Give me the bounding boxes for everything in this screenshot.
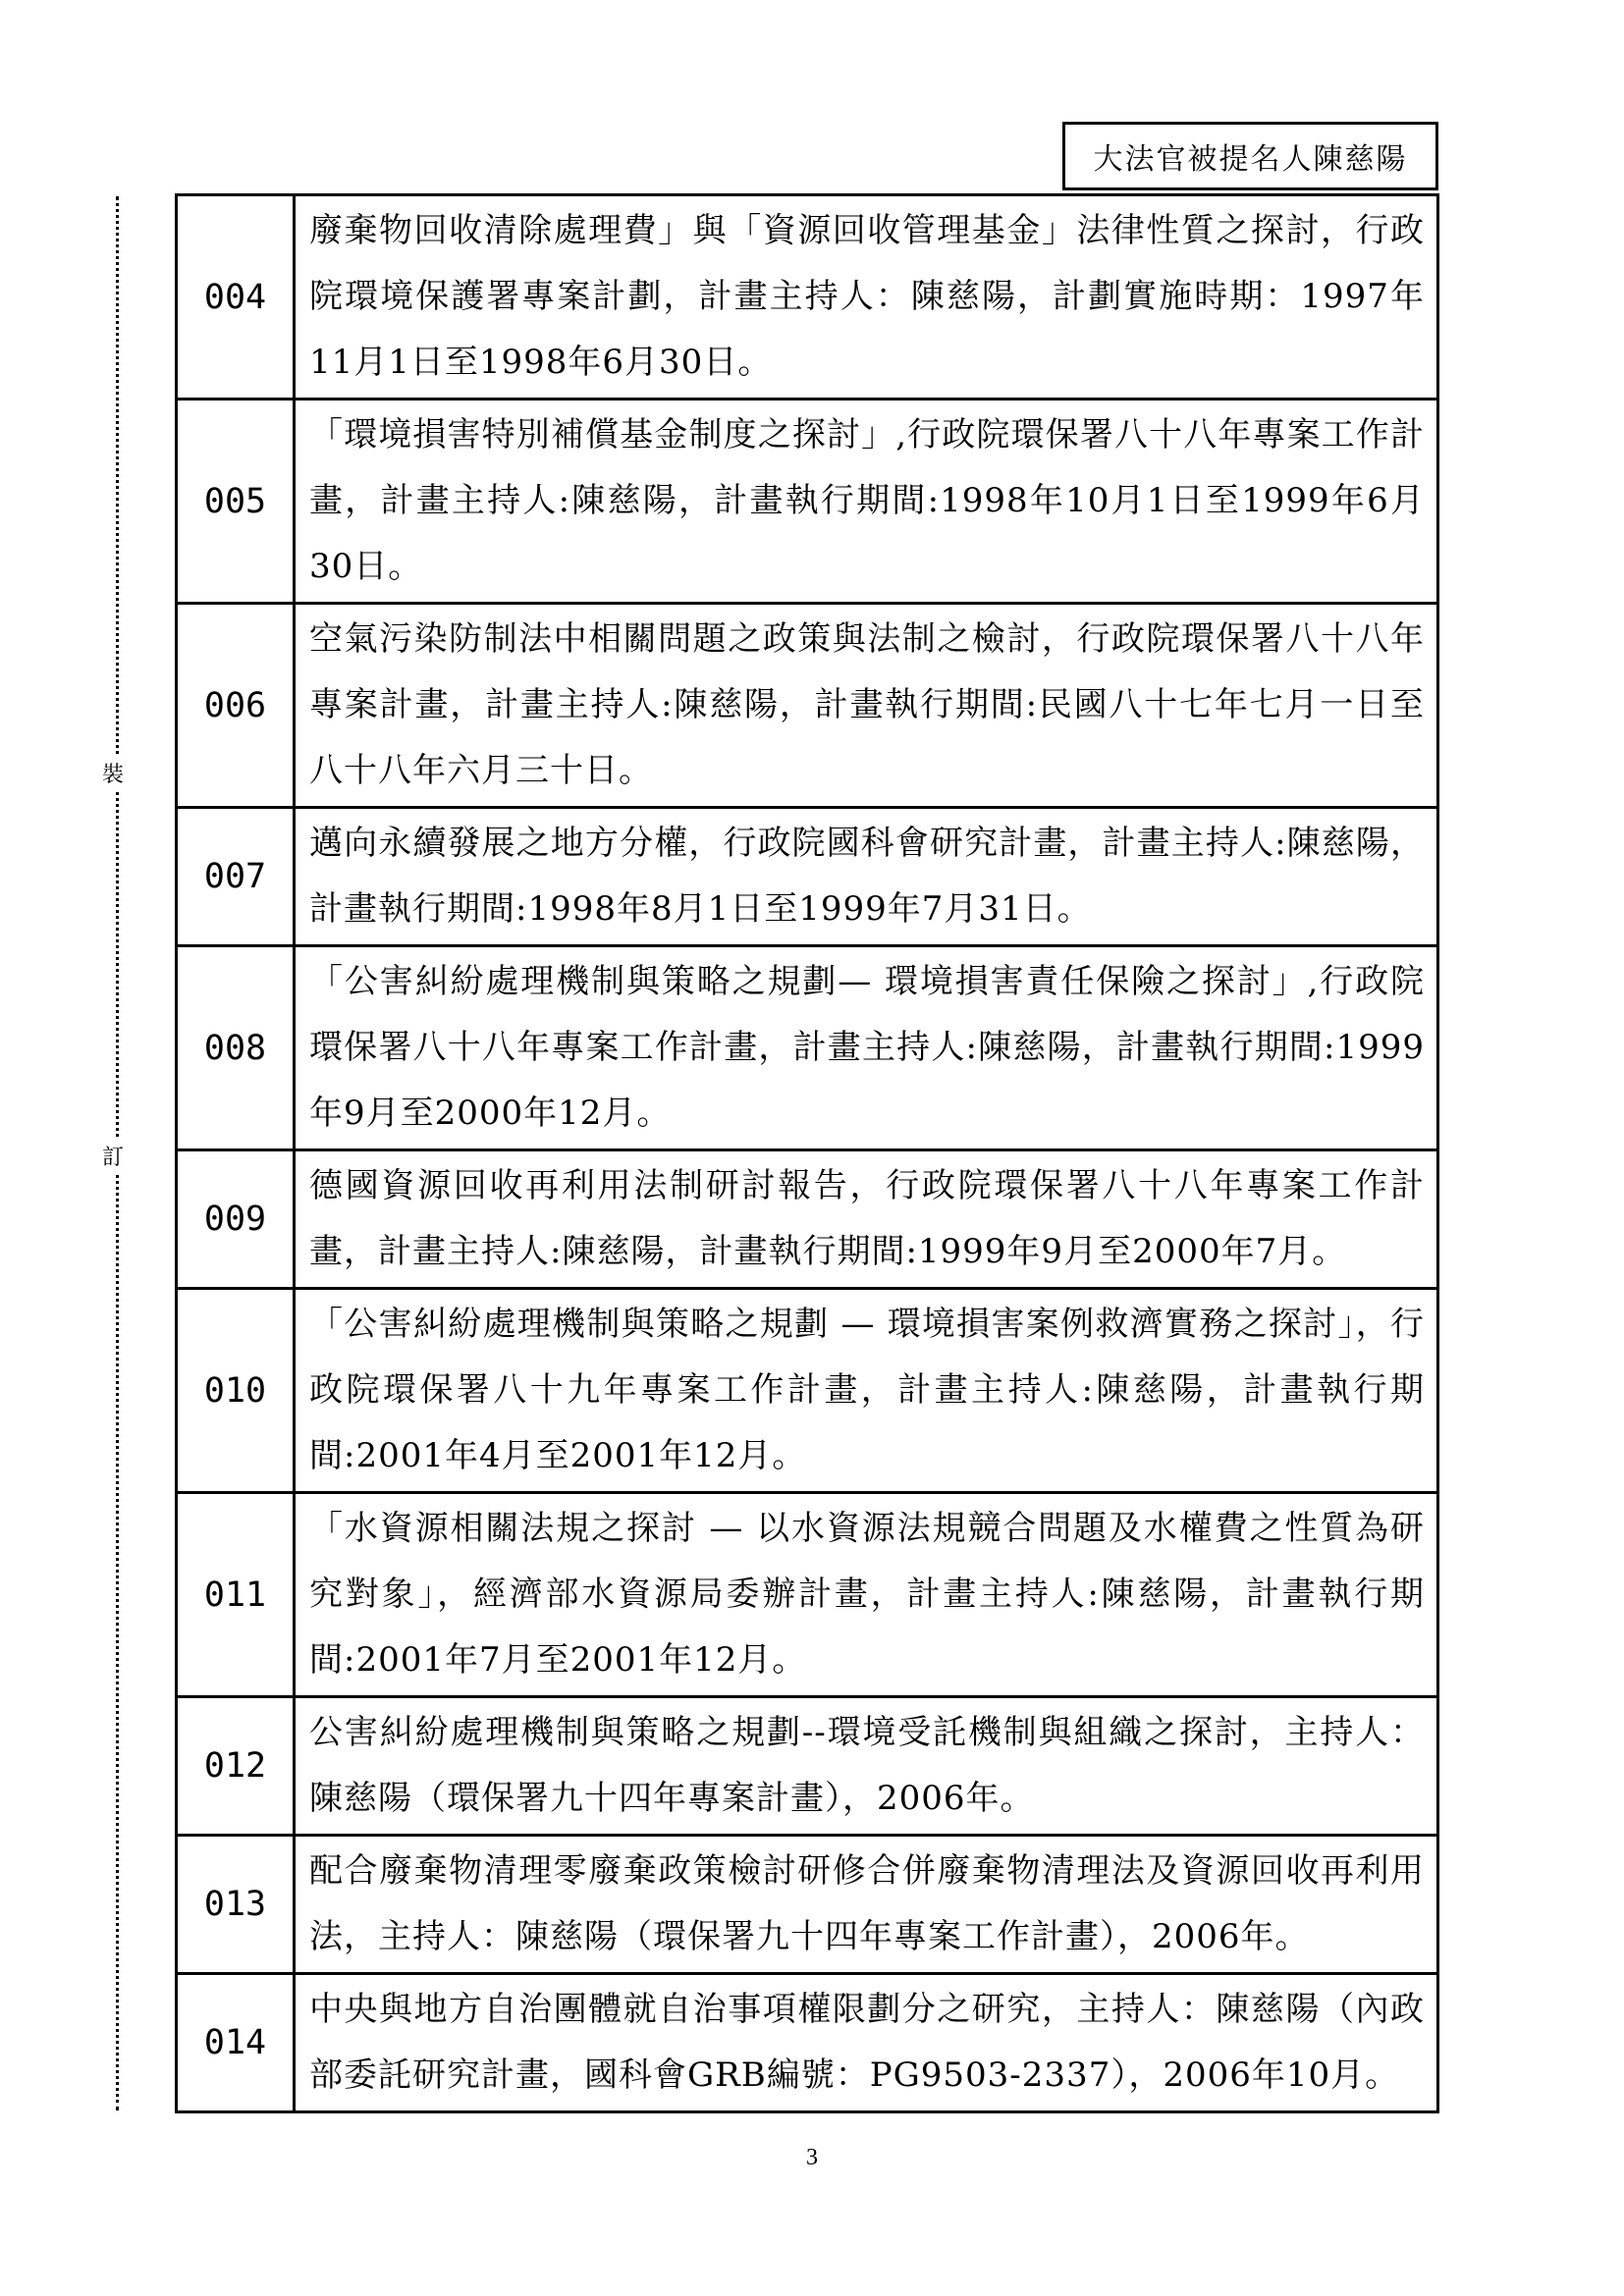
header-title-box xyxy=(1062,122,1438,190)
table-row xyxy=(177,1974,1438,2112)
record-number: 004 xyxy=(177,195,295,400)
record-description: 「公害糾紛處理機制與策略之規劃— 環境損害責任保險之探討」,行政院環保署八十八年專案工作計畫，計畫主持人:陳慈陽，計畫執行期間:1999年9月至2000年12月。 xyxy=(295,946,1438,1150)
record-number: 011 xyxy=(177,1493,295,1697)
table-row xyxy=(177,604,1438,808)
record-description: 中央與地方自治團體就自治事項權限劃分之研究，主持人：陳慈陽（內政部委託研究計畫，國科會GRB編號：PG9503-2337），2006年10月。 xyxy=(295,1974,1438,2112)
table-row xyxy=(177,808,1438,946)
table-row xyxy=(177,1289,1438,1493)
record-number: 013 xyxy=(177,1836,295,1974)
record-number: 006 xyxy=(177,604,295,808)
record-number: 007 xyxy=(177,808,295,946)
record-description: 廢棄物回收清除處理費」與「資源回收管理基金」法律性質之探討，行政院環境保護署專案計劃，計畫主持人：陳慈陽，計劃實施時期：1997年11月1日至1998年6月30日。 xyxy=(295,195,1438,400)
table-row xyxy=(177,1836,1438,1974)
record-number: 009 xyxy=(177,1150,295,1289)
table-row xyxy=(177,195,1438,400)
record-description: 「環境損害特別補償基金制度之探討」,行政院環保署八十八年專案工作計畫，計畫主持人:陳慈陽，計畫執行期間:1998年10月1日至1999年6月30日。 xyxy=(295,400,1438,604)
record-number: 014 xyxy=(177,1974,295,2112)
record-description: 「公害糾紛處理機制與策略之規劃 — 環境損害案例救濟實務之探討」，行政院環保署八十九年專案工作計畫，計畫主持人:陳慈陽，計畫執行期間:2001年4月至2001年12月。 xyxy=(295,1289,1438,1493)
record-number: 010 xyxy=(177,1289,295,1493)
record-description: 公害糾紛處理機制與策略之規劃--環境受託機制與組織之探討，主持人：陳慈陽（環保署九十四年專案計畫），2006年。 xyxy=(295,1697,1438,1836)
record-description: 邁向永續發展之地方分權，行政院國科會研究計畫，計畫主持人:陳慈陽，計畫執行期間:1998年8月1日至1999年7月31日。 xyxy=(295,808,1438,946)
table-row xyxy=(177,946,1438,1150)
record-number: 012 xyxy=(177,1697,295,1836)
record-description: 德國資源回收再利用法制研討報告，行政院環保署八十八年專案工作計畫，計畫主持人:陳慈陽，計畫執行期間:1999年9月至2000年7月。 xyxy=(295,1150,1438,1289)
record-number: 008 xyxy=(177,946,295,1150)
table-row xyxy=(177,400,1438,604)
binding-mark-zhuang: 裝 xyxy=(102,756,124,790)
record-description: 空氣污染防制法中相關問題之政策與法制之檢討，行政院環保署八十八年專案計畫，計畫主持人:陳慈陽，計畫執行期間:民國八十七年七月一日至八十八年六月三十日。 xyxy=(295,604,1438,808)
table-row xyxy=(177,1150,1438,1289)
binding-mark-ding: 訂 xyxy=(102,1139,124,1173)
table-row xyxy=(177,1493,1438,1697)
table-row xyxy=(177,1697,1438,1836)
header-title: 大法官被提名人陳慈陽 xyxy=(1093,142,1408,177)
record-number: 005 xyxy=(177,400,295,604)
record-description: 「水資源相關法規之探討 — 以水資源法規競合問題及水權費之性質為研究對象」，經濟部水資源局委辦計畫，計畫主持人:陳慈陽，計畫執行期間:2001年7月至2001年12月。 xyxy=(295,1493,1438,1697)
research-projects-table xyxy=(175,193,1439,2113)
record-description: 配合廢棄物清理零廢棄政策檢討研修合併廢棄物清理法及資源回收再利用法，主持人：陳慈陽（環保署九十四年專案工作計畫），2006年。 xyxy=(295,1836,1438,1974)
page-number: 3 xyxy=(806,2145,818,2170)
